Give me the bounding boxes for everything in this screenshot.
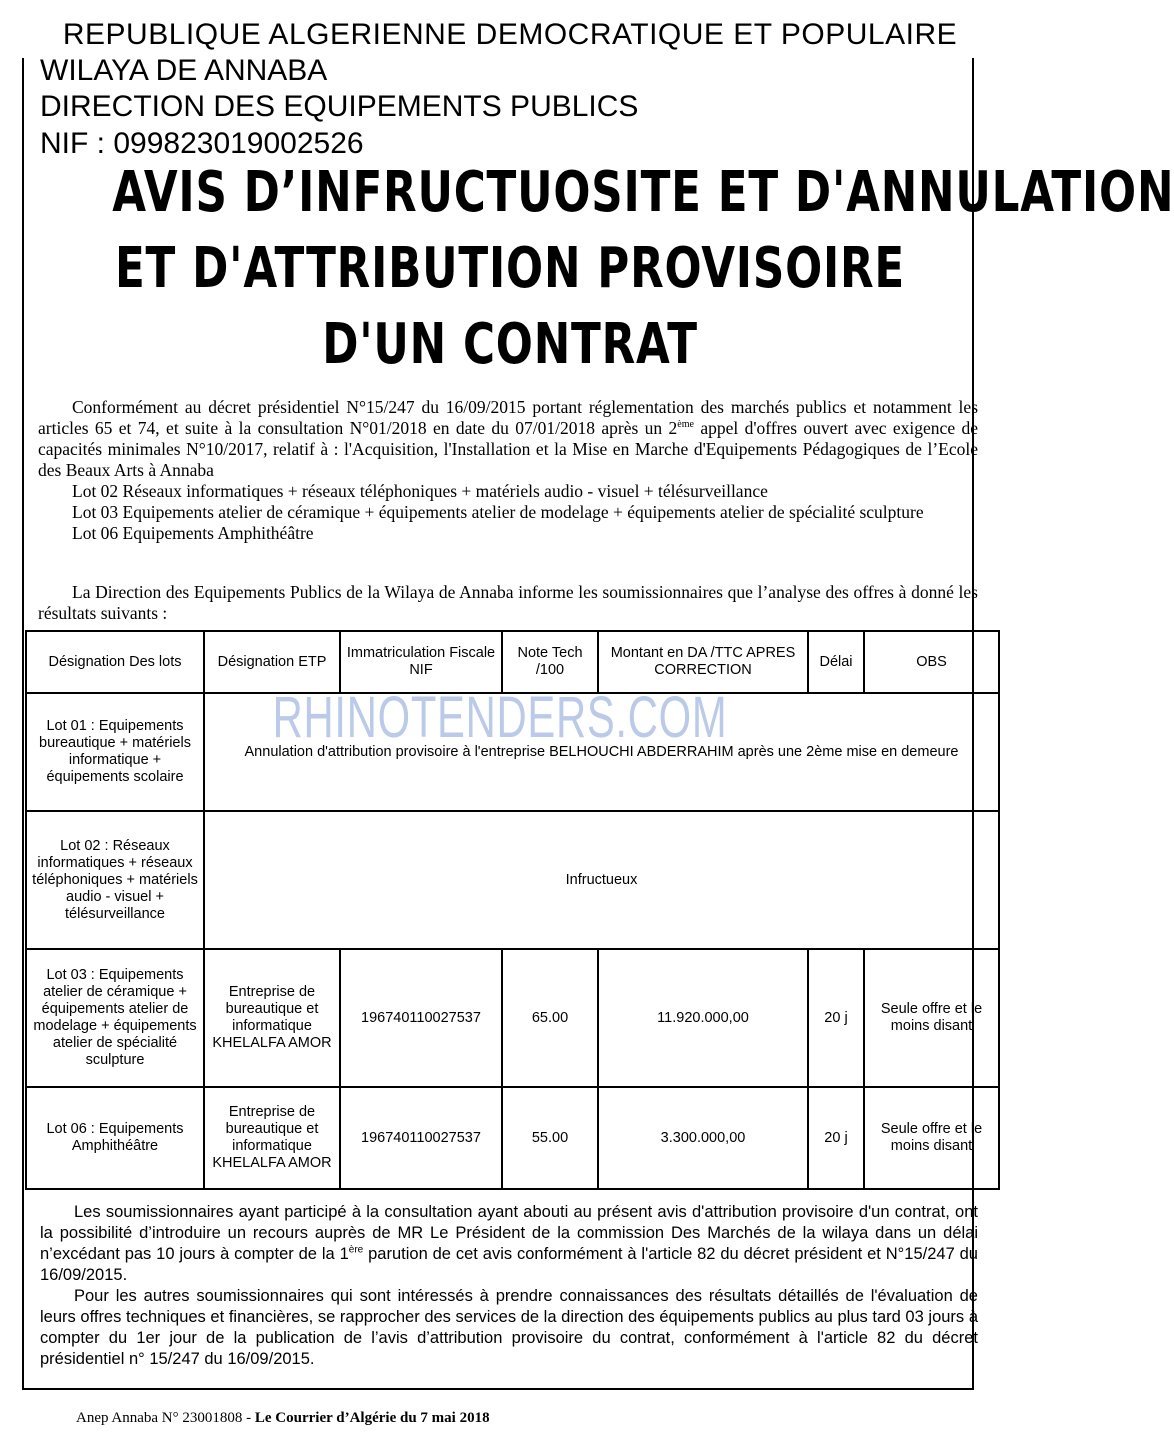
table-header-row bbox=[26, 631, 999, 693]
notice-title-line-1: AVIS D’INFRUCTUOSITE ET D'ANNULATION bbox=[112, 160, 1174, 225]
watermark: RHINOTENDERS.COM bbox=[272, 685, 728, 750]
publication-footer bbox=[76, 1410, 490, 1427]
outro-sup: ère bbox=[348, 1244, 364, 1256]
header-obs: OBS bbox=[864, 631, 999, 693]
montant-cell: 11.920.000,00 bbox=[598, 949, 808, 1087]
republic-heading: REPUBLIQUE ALGERIENNE DEMOCRATIQUE ET POPULAIRE bbox=[62, 18, 958, 51]
outro-paragraph-2: Pour les autres soumissionnaires qui sont intéressés à prendre connaissances des résultats détaillés de l'évaluation de leurs offres techniques et financières, se rapprocher des services de la direction des équipements publics au plus tard 03 jours à compter du 1er jour de la publication de l’avis d’attribution provisoire du contrat, conformément à l'article 82 du décret présidentiel n° 15/247 du 16/09/2015. bbox=[40, 1287, 978, 1368]
obs-cell: Seule offre et le moins disant bbox=[864, 949, 999, 1087]
info-paragraph: La Direction des Equipements Publics de la Wilaya de Annaba informe les soumissionnaires que l’analyse des offres à donné les résultats suivants : bbox=[38, 582, 978, 623]
info-section bbox=[38, 582, 978, 624]
etp-cell: Entreprise de bureautique et informatique KHELALFA AMOR bbox=[204, 1087, 340, 1189]
note-cell: 65.00 bbox=[502, 949, 598, 1087]
intro-section bbox=[38, 397, 978, 544]
lot-cell: Lot 01 : Equipements bureautique + matériels informatique + équipements scolaire bbox=[26, 693, 204, 811]
intro-paragraph bbox=[38, 397, 978, 481]
nif-line: NIF : 099823019002526 bbox=[40, 127, 364, 160]
outro-paragraph-1 bbox=[40, 1202, 978, 1286]
intro-text-b: appel d'offres ouvert avec exigence de capacités minimales N°10/2017, relatif à : l'Acquisition, l'Installation et la Mise en Marche d'Equipements Pédagogiques de l’Ecole des Beaux Arts à Annaba bbox=[38, 418, 978, 480]
merged-result-cell: Infructueux bbox=[204, 811, 999, 949]
intro-lot-03: Lot 03 Equipements atelier de céramique + équipements atelier de modelage + équipements atelier de spécialité sculpture bbox=[72, 502, 924, 522]
table-row bbox=[26, 949, 999, 1087]
note-cell: 55.00 bbox=[502, 1087, 598, 1189]
outro-text-a: Les soumissionnaires ayant participé à la consultation ayant abouti au présent avis d'attribution provisoire d'un contrat, ont la possibilité d’introduire un recours auprès de MR Le Président de la commission Des Marchés de la wilaya dans un délai n’excédant pas 10 jours à compter de la 1 bbox=[40, 1203, 978, 1263]
table-row bbox=[26, 693, 999, 811]
table-row bbox=[26, 811, 999, 949]
header-montant: Montant en DA /TTC APRES CORRECTION bbox=[598, 631, 808, 693]
nif-cell: 196740110027537 bbox=[340, 1087, 502, 1189]
obs-cell: Seule offre et le moins disant bbox=[864, 1087, 999, 1189]
intro-sup: ème bbox=[677, 419, 694, 431]
outro-text-b: parution de cet avis conformément à l'article 82 du décret président et N°15/247 du 16/09/2015. bbox=[40, 1245, 978, 1284]
lot-cell: Lot 03 : Equipements atelier de céramique + équipements atelier de modelage + équipements atelier de spécialité sculpture bbox=[26, 949, 204, 1087]
notice-title-line-2: ET D'ATTRIBUTION PROVISOIRE bbox=[114, 236, 906, 301]
lot-cell: Lot 02 : Réseaux informatiques + réseaux téléphoniques + matériels audio - visuel + télésurveillance bbox=[26, 811, 204, 949]
intro-lot-06: Lot 06 Equipements Amphithéâtre bbox=[72, 523, 314, 543]
delai-cell: 20 j bbox=[808, 949, 864, 1087]
direction-line: DIRECTION DES EQUIPEMENTS PUBLICS bbox=[40, 90, 639, 123]
header-nif: Immatriculation Fiscale NIF bbox=[340, 631, 502, 693]
header-etp: Désignation ETP bbox=[204, 631, 340, 693]
header-lot: Désignation Des lots bbox=[26, 631, 204, 693]
footer-source: Le Courrier d’Algérie du 7 mai 2018 bbox=[254, 1410, 490, 1426]
wilaya-line: WILAYA DE ANNABA bbox=[40, 54, 328, 87]
merged-result-cell: Annulation d'attribution provisoire à l'entreprise BELHOUCHI ABDERRAHIM après une 2ème mise en demeure bbox=[204, 693, 999, 811]
notice-title-line-3: D'UN CONTRAT bbox=[322, 312, 698, 377]
header-note: Note Tech /100 bbox=[502, 631, 598, 693]
intro-lot-02: Lot 02 Réseaux informatiques + réseaux téléphoniques + matériels audio - visuel + télésurveillance bbox=[72, 481, 768, 501]
header-delai: Délai bbox=[808, 631, 864, 693]
intro-text-a: Conformément au décret présidentiel N°15/247 du 16/09/2015 portant réglementation des marchés publics et notamment les articles 65 et 74, et suite à la consultation N°01/2018 en date du 07/01/2018 après un 2 bbox=[38, 397, 978, 438]
delai-cell: 20 j bbox=[808, 1087, 864, 1189]
table-row bbox=[26, 1087, 999, 1189]
nif-cell: 196740110027537 bbox=[340, 949, 502, 1087]
outro-section bbox=[40, 1202, 978, 1370]
montant-cell: 3.300.000,00 bbox=[598, 1087, 808, 1189]
lot-cell: Lot 06 : Equipements Amphithéâtre bbox=[26, 1087, 204, 1189]
results-table bbox=[25, 630, 1000, 1190]
etp-cell: Entreprise de bureautique et informatique KHELALFA AMOR bbox=[204, 949, 340, 1087]
footer-ref: Anep Annaba N° 23001808 - bbox=[76, 1410, 255, 1426]
